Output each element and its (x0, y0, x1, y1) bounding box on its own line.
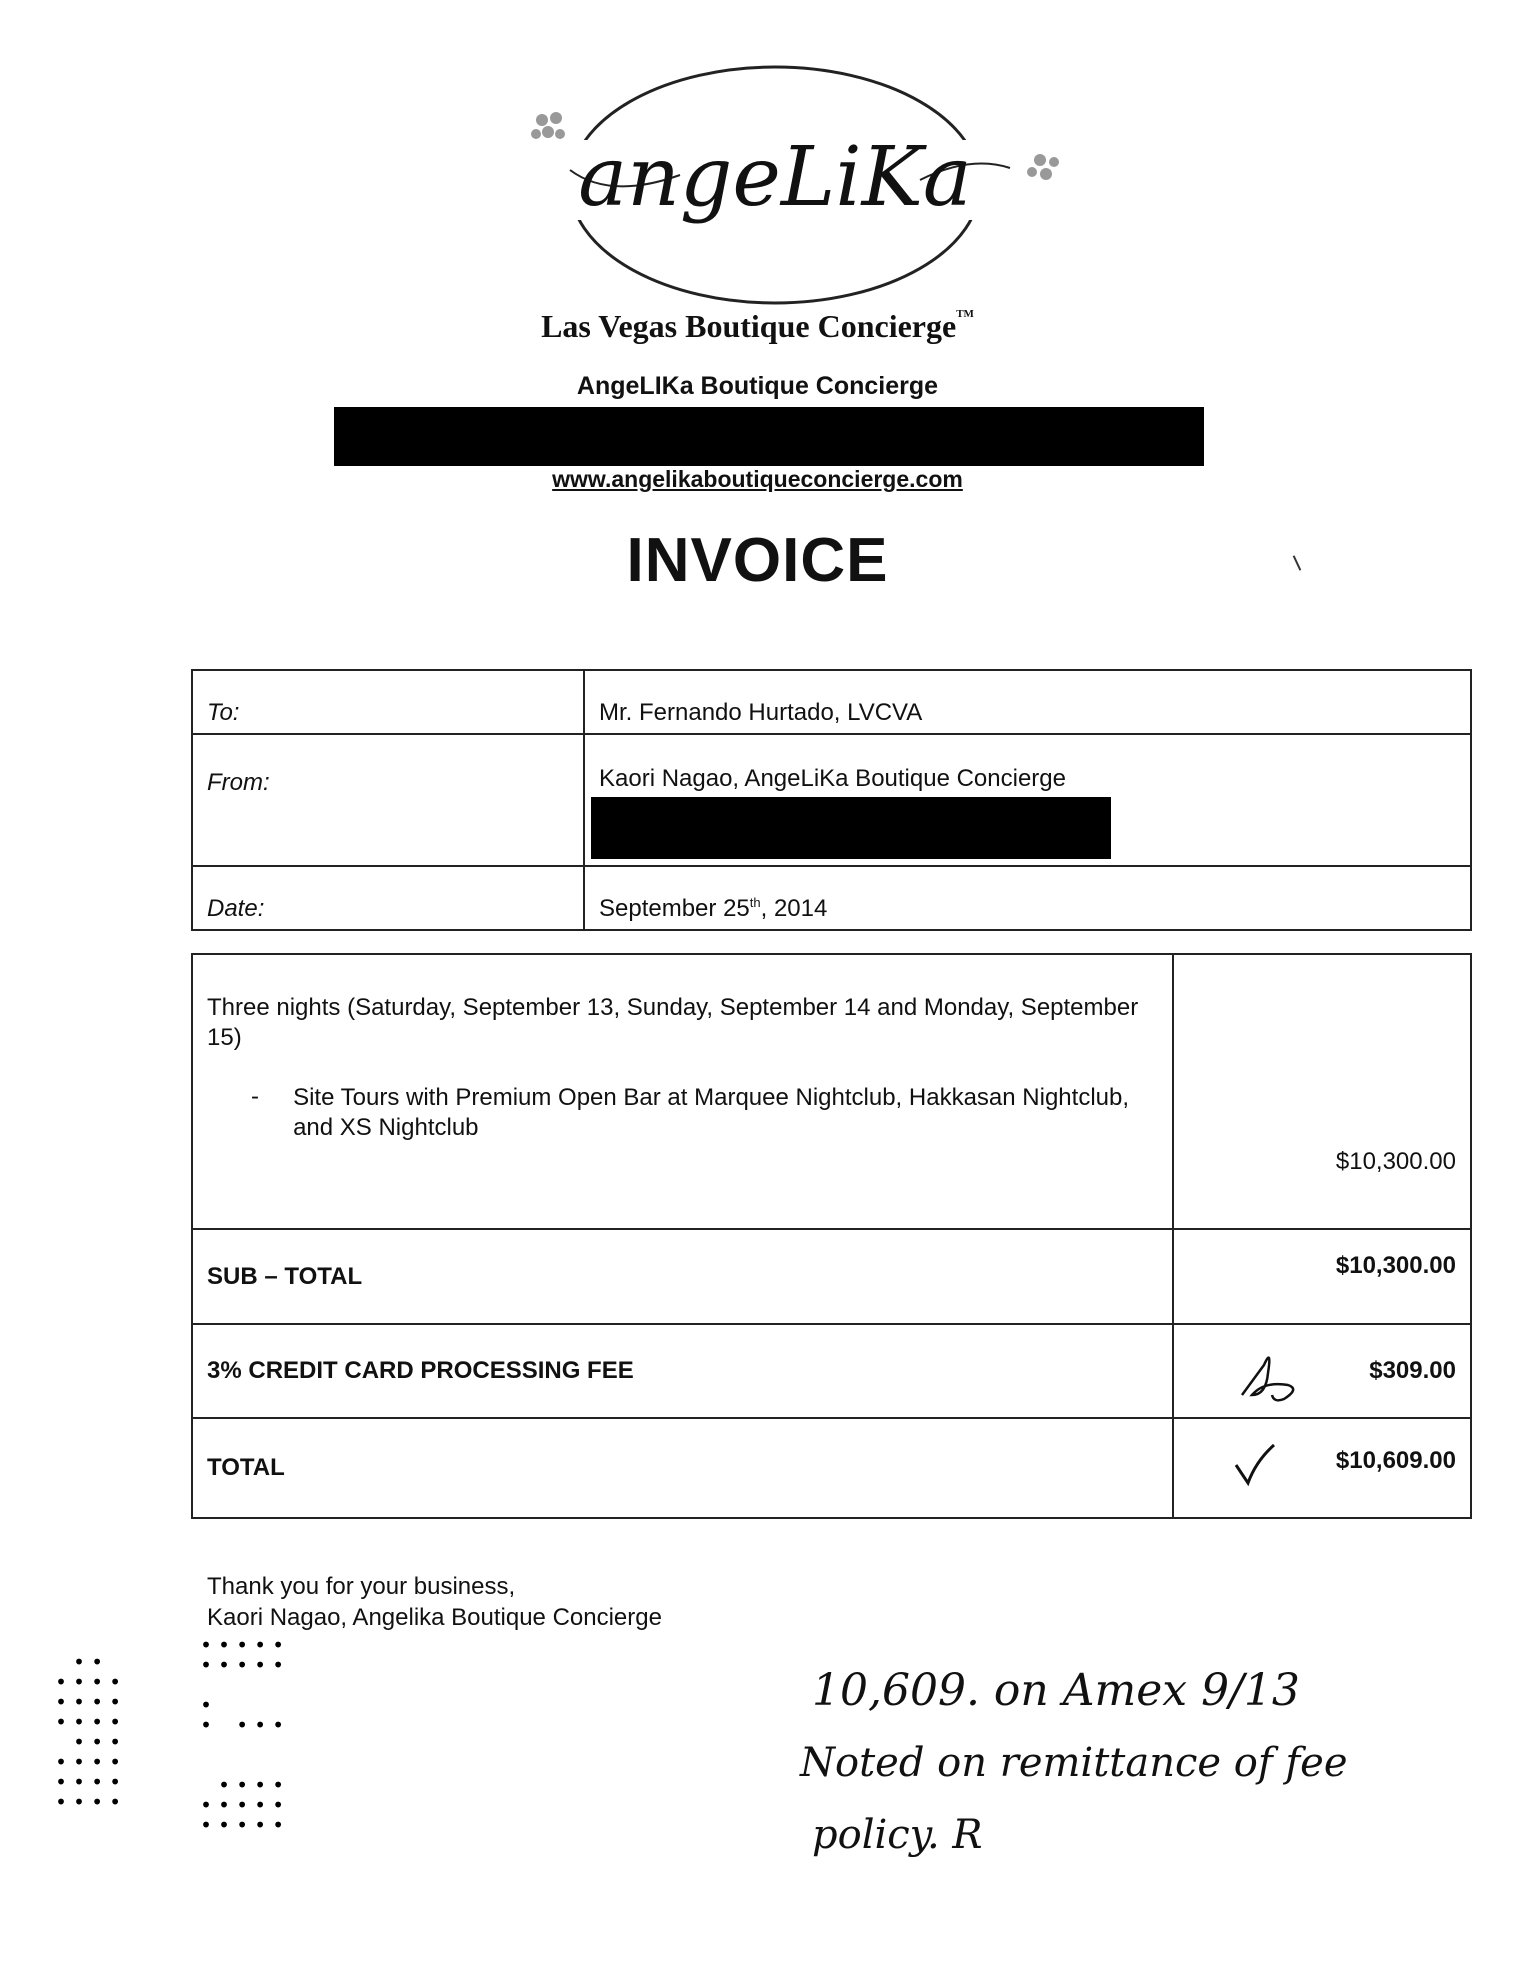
closing-line-2: Kaori Nagao, Angelika Boutique Concierge (207, 1604, 662, 1632)
total-amount: $10,609.00 (1335, 1447, 1456, 1474)
subtotal-label: SUB – TOTAL (192, 1229, 1173, 1324)
closing-note (207, 1571, 662, 1633)
fee-row (192, 1324, 1471, 1418)
initials-mark (1234, 1337, 1314, 1407)
from-row (192, 734, 1471, 866)
bullet-dash: - (251, 1083, 259, 1110)
trademark-mark: TM (956, 308, 974, 320)
fee-amount: $309.00 (1369, 1357, 1456, 1384)
to-value: Mr. Fernando Hurtado, LVCVA (584, 670, 1471, 734)
date-value (584, 866, 1471, 930)
date-day: September 25 (599, 895, 750, 922)
bullet-text: Site Tours with Premium Open Bar at Marquee Nightclub, Hakkasan Nightclub, and XS Nightclub (293, 1084, 1130, 1141)
item-amount: $10,300.00 (1173, 954, 1471, 1229)
fee-label: 3% CREDIT CARD PROCESSING FEE (192, 1324, 1173, 1418)
subtotal-amount: $10,300.00 (1173, 1229, 1471, 1324)
to-label: To: (192, 670, 584, 734)
handwritten-note-line-3: policy. R (812, 1812, 983, 1858)
invoice-info-table (191, 669, 1472, 931)
company-name: AngeLIKa Boutique Concierge (576, 372, 939, 400)
angelika-logo (520, 50, 1060, 320)
total-row (192, 1418, 1471, 1518)
from-cell (584, 734, 1471, 866)
fee-amount-cell (1173, 1324, 1471, 1418)
subtotal-row (192, 1229, 1471, 1324)
total-label: TOTAL (192, 1418, 1173, 1518)
from-label: From: (192, 734, 584, 866)
date-suffix: th (749, 895, 761, 910)
dot-pattern-left: •• •••• •••• •••• ••• •••• •••• •••• (55, 1650, 128, 1814)
redacted-contact-bar (591, 797, 1111, 859)
website-link[interactable]: www.angelikaboutiqueconcierge.com (552, 466, 963, 492)
checkmark-icon (1230, 1441, 1280, 1491)
item-description: Three nights (Saturday, September 13, Sunday, September 14 and Monday, September 15) (207, 994, 1139, 1051)
line-items-table (191, 953, 1472, 1519)
tagline-text: Las Vegas Boutique Concierge (541, 308, 957, 344)
logo-text: angeLiKa (578, 130, 972, 225)
total-amount-cell (1173, 1418, 1471, 1518)
to-row (192, 670, 1471, 734)
date-label: Date: (192, 866, 584, 930)
closing-line-1: Thank you for your business, (207, 1573, 516, 1600)
handwritten-note-line-1: 10,609. on Amex 9/13 (812, 1665, 1300, 1716)
from-value: Kaori Nagao, AngeLiKa Boutique Concierge (599, 765, 1066, 792)
company-tagline (0, 308, 1515, 345)
handwritten-note-line-2: Noted on remittance of fee (800, 1740, 1348, 1786)
date-row (192, 866, 1471, 930)
item-bullet (251, 1083, 1158, 1143)
item-row (192, 954, 1471, 1229)
invoice-title: INVOICE (626, 526, 889, 595)
dot-pattern-center: ••••• ••••• • • ••• •••• ••••• ••••• (200, 1633, 291, 1837)
redacted-address-bar (334, 407, 1204, 466)
date-year: , 2014 (760, 895, 828, 922)
item-description-cell (192, 954, 1173, 1229)
